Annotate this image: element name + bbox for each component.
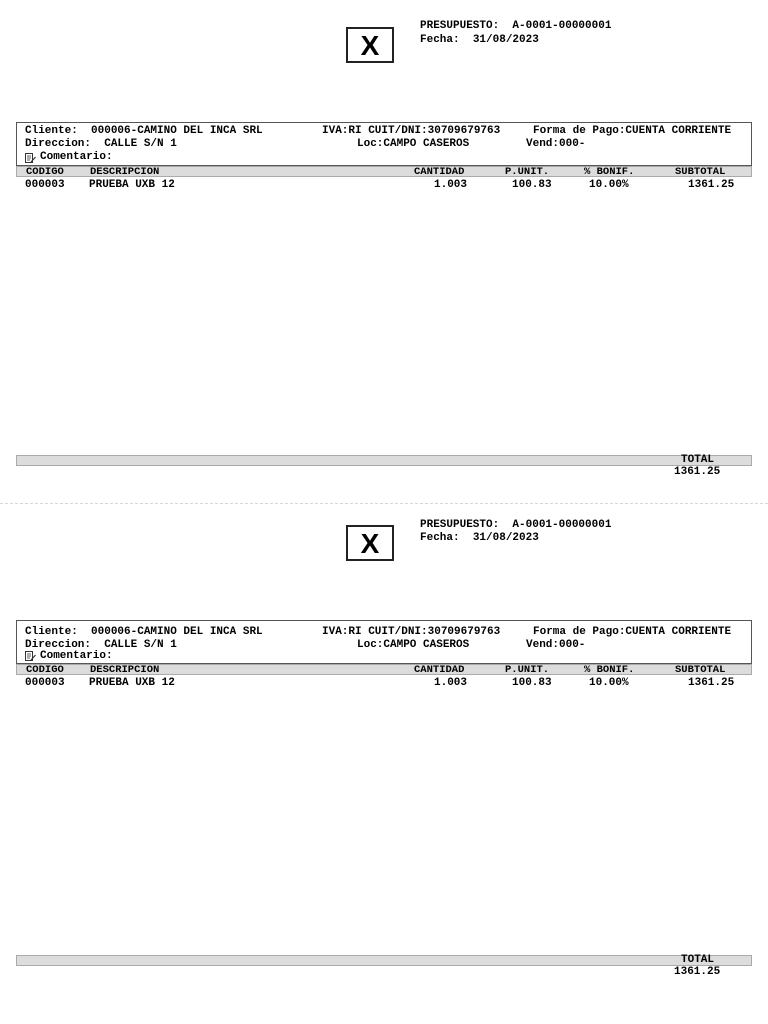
direccion-value: CALLE S/N 1 xyxy=(104,639,177,651)
total-value: 1361.25 xyxy=(674,966,721,978)
fecha-line xyxy=(420,532,539,544)
total-label: TOTAL xyxy=(681,454,715,466)
document-type-box: X xyxy=(346,525,394,561)
header-subtotal: SUBTOTAL xyxy=(675,664,726,676)
presupuesto-number: A-0001-00000001 xyxy=(512,20,612,32)
cell-cantidad: 1.003 xyxy=(434,677,468,689)
forma-pago-value: CUENTA CORRIENTE xyxy=(625,125,732,137)
table-row xyxy=(16,677,752,689)
loc-text: Loc:CAMPO CASEROS xyxy=(357,138,470,150)
direccion-label: Direccion: xyxy=(25,138,92,150)
direccion-line xyxy=(25,138,177,150)
cell-cantidad: 1.003 xyxy=(434,179,468,191)
header-cantidad: CANTIDAD xyxy=(414,664,465,676)
presupuesto-line xyxy=(420,20,611,32)
header-descripcion: DESCRIPCION xyxy=(90,166,160,178)
presupuesto-label: PRESUPUESTO: xyxy=(420,519,500,531)
header-punit: P.UNIT. xyxy=(505,166,550,178)
total-bar xyxy=(16,955,752,966)
cliente-value: 000006-CAMINO DEL INCA SRL xyxy=(91,125,263,137)
header-codigo: CODIGO xyxy=(26,664,64,676)
header-bonif: % BONIF. xyxy=(584,166,635,178)
table-row xyxy=(16,179,752,191)
presupuesto-number: A-0001-00000001 xyxy=(512,519,612,531)
table-header xyxy=(16,664,752,675)
cliente-label: Cliente: xyxy=(25,125,78,137)
forma-pago-label: Forma de Pago: xyxy=(533,626,626,638)
total-label: TOTAL xyxy=(681,954,715,966)
document-type-box: X xyxy=(346,27,394,63)
vend-text: Vend:000- xyxy=(526,639,586,651)
header-subtotal: SUBTOTAL xyxy=(675,166,726,178)
cell-descripcion: PRUEBA UXB 12 xyxy=(89,677,175,689)
cell-subtotal: 1361.25 xyxy=(688,677,735,689)
cell-bonif: 10.00% xyxy=(589,677,629,689)
cliente-line xyxy=(25,626,263,638)
total-value: 1361.25 xyxy=(674,466,721,478)
direccion-label: Direccion: xyxy=(25,639,92,651)
cell-punit: 100.83 xyxy=(512,677,552,689)
cliente-value: 000006-CAMINO DEL INCA SRL xyxy=(91,626,263,638)
iva-text: IVA:RI CUIT/DNI:30709679763 xyxy=(322,125,501,137)
table-header xyxy=(16,166,752,177)
comentario-label: Comentario: xyxy=(40,650,113,662)
vend-text: Vend:000- xyxy=(526,138,586,150)
quote-copy-1 xyxy=(0,0,768,500)
header-codigo: CODIGO xyxy=(26,166,64,178)
fecha-line xyxy=(420,34,539,46)
cliente-line xyxy=(25,125,263,137)
forma-pago-label: Forma de Pago: xyxy=(533,125,626,137)
quote-copy-2 xyxy=(0,500,768,1000)
fecha-label: Fecha: xyxy=(420,532,460,544)
cell-bonif: 10.00% xyxy=(589,179,629,191)
note-icon xyxy=(25,651,36,662)
presupuesto-line xyxy=(420,519,611,531)
total-bar xyxy=(16,455,752,466)
direccion-value: CALLE S/N 1 xyxy=(104,138,177,150)
cell-codigo: 000003 xyxy=(25,179,65,191)
note-icon xyxy=(25,153,36,164)
cell-codigo: 000003 xyxy=(25,677,65,689)
cell-punit: 100.83 xyxy=(512,179,552,191)
cell-descripcion: PRUEBA UXB 12 xyxy=(89,179,175,191)
iva-text: IVA:RI CUIT/DNI:30709679763 xyxy=(322,626,501,638)
forma-pago-line xyxy=(533,626,731,638)
fecha-value: 31/08/2023 xyxy=(472,34,539,46)
comentario-label: Comentario: xyxy=(40,151,113,163)
forma-pago-line xyxy=(533,125,731,137)
fecha-label: Fecha: xyxy=(420,34,460,46)
cliente-label: Cliente: xyxy=(25,626,78,638)
fecha-value: 31/08/2023 xyxy=(472,532,539,544)
presupuesto-label: PRESUPUESTO: xyxy=(420,20,500,32)
header-bonif: % BONIF. xyxy=(584,664,635,676)
cell-subtotal: 1361.25 xyxy=(688,179,735,191)
loc-text: Loc:CAMPO CASEROS xyxy=(357,639,470,651)
header-cantidad: CANTIDAD xyxy=(414,166,465,178)
header-punit: P.UNIT. xyxy=(505,664,550,676)
forma-pago-value: CUENTA CORRIENTE xyxy=(625,626,732,638)
header-descripcion: DESCRIPCION xyxy=(90,664,160,676)
